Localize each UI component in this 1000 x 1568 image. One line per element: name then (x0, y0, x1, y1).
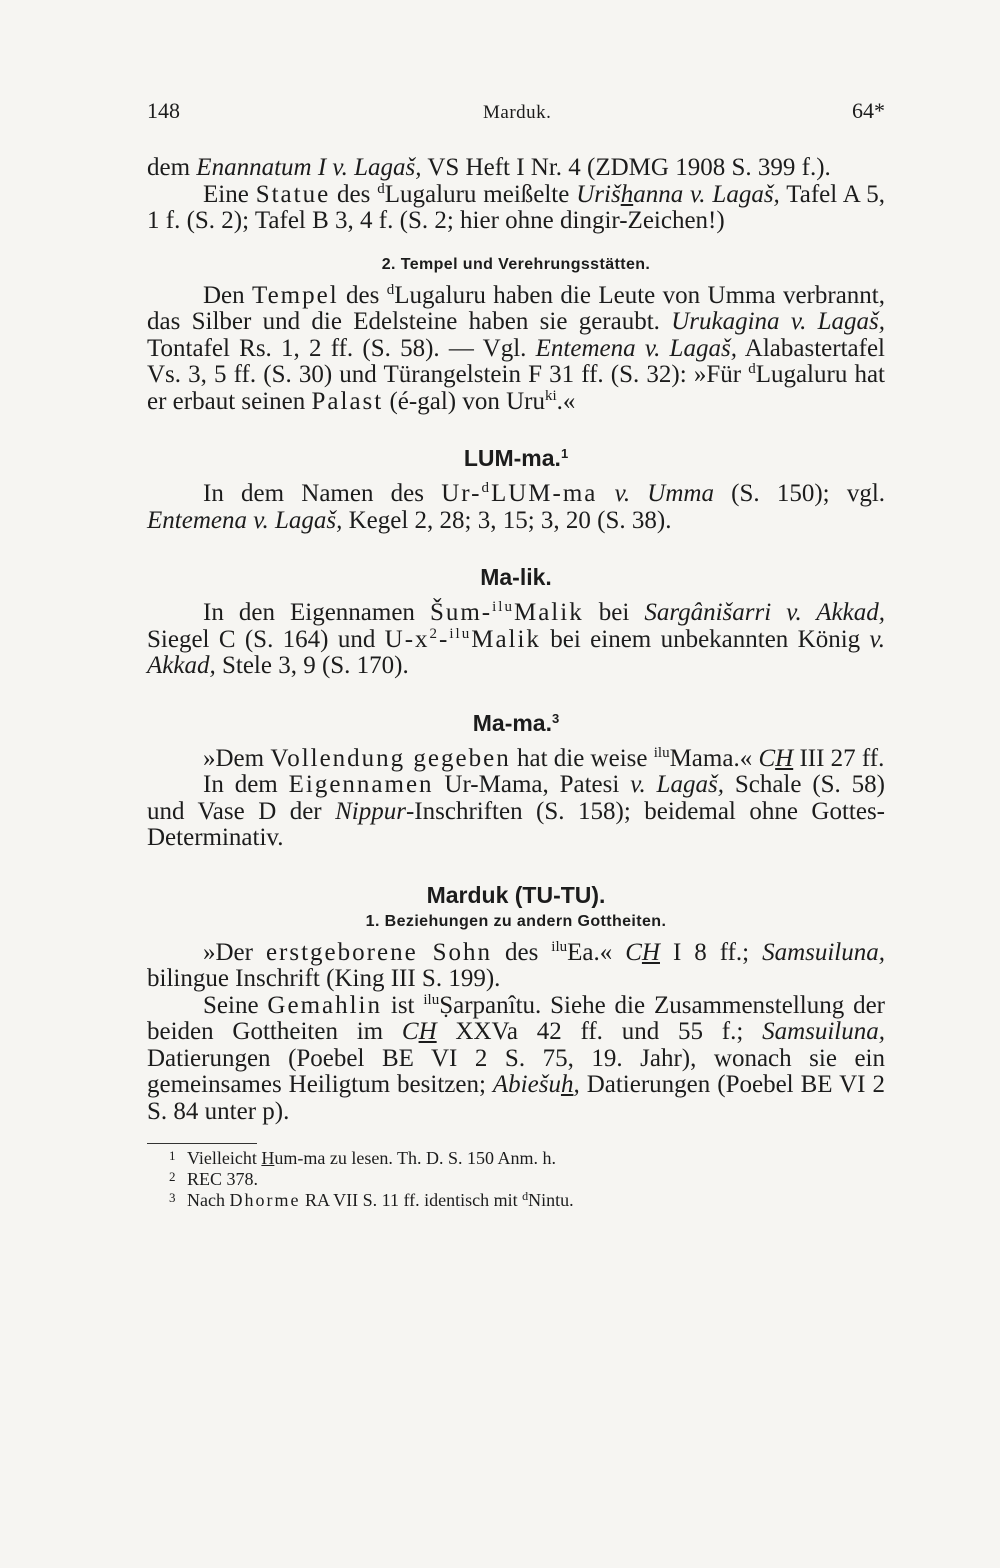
paragraph: Den Tempel des $^d$Lugaluru haben die Leute von Umma verbrannt, das Silber und die Edelsteine haben sie geraubt. Urukagina v. Lagaš, Tontafel Rs. 1, 2 ff. (S. 58). — Vgl. Entemena v. Lagaš, Alabastertafel Vs. 3, 5 ff. (S. 30) und Türangelstein F 31 ff. (S. 32): »Für $^d$Lugaluru hat er erbaut seinen Palast (é-gal) von Uru$^{ki}$.« (147, 281, 885, 415)
paragraph: Eine Statue des $^d$Lugaluru meißelte Urišhanna v. Lagaš, Tafel A 5, 1 f. (S. 2); Tafel B 3, 4 f. (S. 2; hier ohne dingir-Zeichen!) (147, 180, 886, 234)
main-text (147, 155, 885, 1211)
paragraph: Seine Gemahlin ist $^{ilu}$Ṣarpanîtu. Siehe die Zusammenstellung der beiden Gottheiten im CH XXVa 42 ff. und 55 f.; Samsuiluna, Datierungen (Poebel BE VI 2 S. 75, 19. Jahr), wonach sie ein gemeinsames Heiligtum besitzen; Abiešuh, Datierungen (Poebel BE VI 2 S. 84 unter p). (147, 991, 885, 1125)
section-heading: LUM-ma.$^1$ (463, 445, 569, 471)
plate-number: 64* (852, 98, 885, 123)
paragraph: In dem Eigennamen Ur-Mama, Patesi v. Lagaš, Schale (S. 58) und Vase D der Nippur-Inschriften (S. 158); beidemal ohne Gottes-Determinativ. (147, 771, 885, 851)
paragraph: In den Eigennamen Šum-$^{ilu}$Malik bei Sargânišarri v. Akkad, Siegel C (S. 164) und $U-x^2-^{ilu}Malik$ bei einem unbekannten König v. Akkad, Stele 3, 9 (S. 170). (147, 599, 885, 679)
paragraph: »Dem Vollendung gegeben hat die weise $^{ilu}$Mama.« CH III 27 ff. (203, 744, 885, 772)
paragraph: »Der erstgeborene Sohn des $^{ilu}$Ea.« CH I 8 ff.; Samsuiluna, bilingue Inschrift (King III S. 199). (147, 938, 885, 992)
footnote: 2 REC 378. (169, 1169, 259, 1189)
footnote-separator (147, 1143, 257, 1144)
subsection-heading: 1. Beziehungen zu andern Gottheiten. (365, 912, 667, 930)
page-header (147, 98, 885, 132)
footnote: 1 Vielleicht Hum-ma zu lesen. Th. D. S. 150 Anm. h. (169, 1148, 557, 1168)
section-heading: Ma-lik. (480, 564, 552, 590)
footnote: 3 Nach Dhorme RA VII S. 11 ff. identisch mit $^d$Nintu. (169, 1189, 574, 1210)
paragraph: dem Enannatum I v. Lagaš, VS Heft I Nr. 4 (ZDMG 1908 S. 399 f.). (147, 154, 831, 181)
paragraph: In dem Namen des Ur-$^d$LUM-ma v. Umma (S. 150); vgl. Entemena v. Lagaš, Kegel 2, 28; 3, 15; 3, 20 (S. 38). (147, 480, 886, 534)
page-number: 148 (147, 98, 180, 123)
running-title: Marduk. (483, 102, 552, 123)
subsection-heading: 2. Tempel und Verehrungsstätten. (381, 255, 651, 273)
section-heading: Marduk (TU-TU). (426, 881, 606, 908)
section-heading: Ma-ma.$^3$ (472, 709, 560, 736)
